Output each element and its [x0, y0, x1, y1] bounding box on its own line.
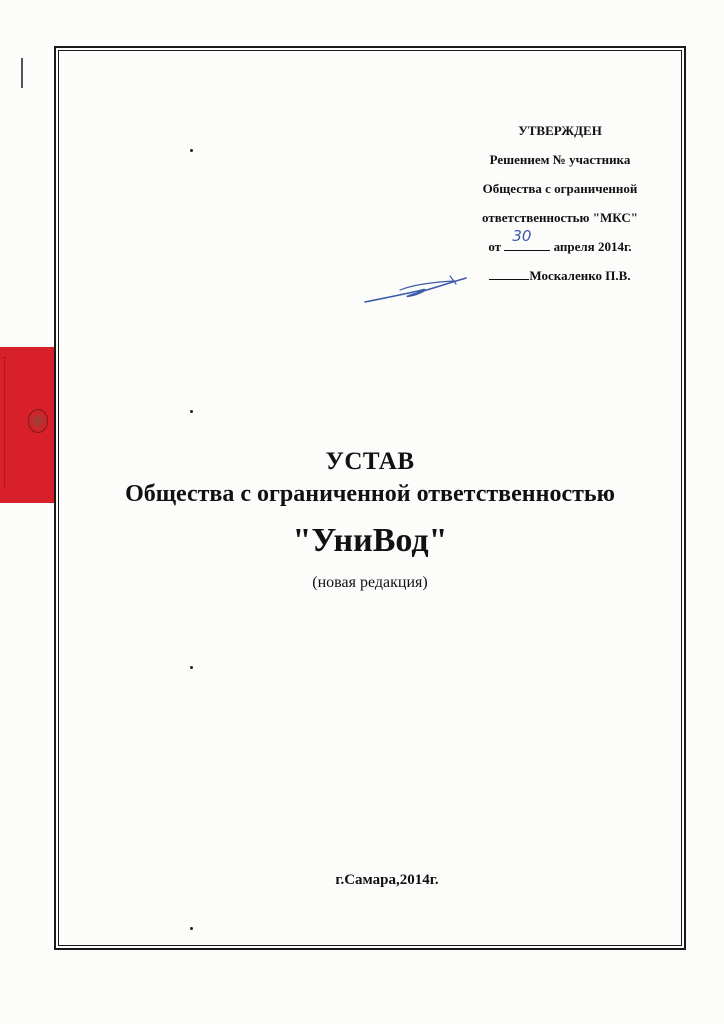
approval-liability-line: ответственностью "МКС" — [482, 210, 638, 225]
signature-blank — [489, 267, 529, 280]
approval-signer-line — [440, 261, 680, 290]
scan-dot — [190, 149, 193, 152]
approval-company-line: Общества с ограниченной — [482, 181, 638, 196]
handwritten-date: 30 — [512, 227, 532, 245]
binding-seal-label — [0, 347, 55, 503]
binding-label-text-strip — [4, 357, 10, 487]
title-block — [58, 446, 682, 594]
edition-note: (новая редакция) — [312, 574, 428, 591]
approval-heading: УТВЕРЖДЕН — [518, 123, 602, 138]
binding-tick-mark — [21, 58, 23, 88]
document-title: УСТАВ — [325, 448, 415, 475]
company-name: "УниВод" — [292, 522, 448, 559]
signer-name: Москаленко П.В. — [529, 268, 631, 283]
city-year: г.Самара,2014г. — [335, 872, 439, 888]
seal-emblem-icon — [28, 409, 48, 433]
approval-date-line — [440, 227, 680, 261]
approval-decision-line: Решением № участника — [489, 152, 631, 167]
scan-dot — [190, 410, 193, 413]
document-subtitle: Общества с ограниченной ответственностью — [125, 481, 615, 507]
date-suffix: апреля 2014г. — [553, 239, 632, 254]
scan-dot — [190, 666, 193, 669]
date-prefix: от — [488, 239, 502, 254]
date-blank — [504, 227, 550, 251]
approval-block — [440, 116, 680, 290]
handwritten-signature — [360, 272, 470, 312]
scan-dot — [190, 927, 193, 930]
